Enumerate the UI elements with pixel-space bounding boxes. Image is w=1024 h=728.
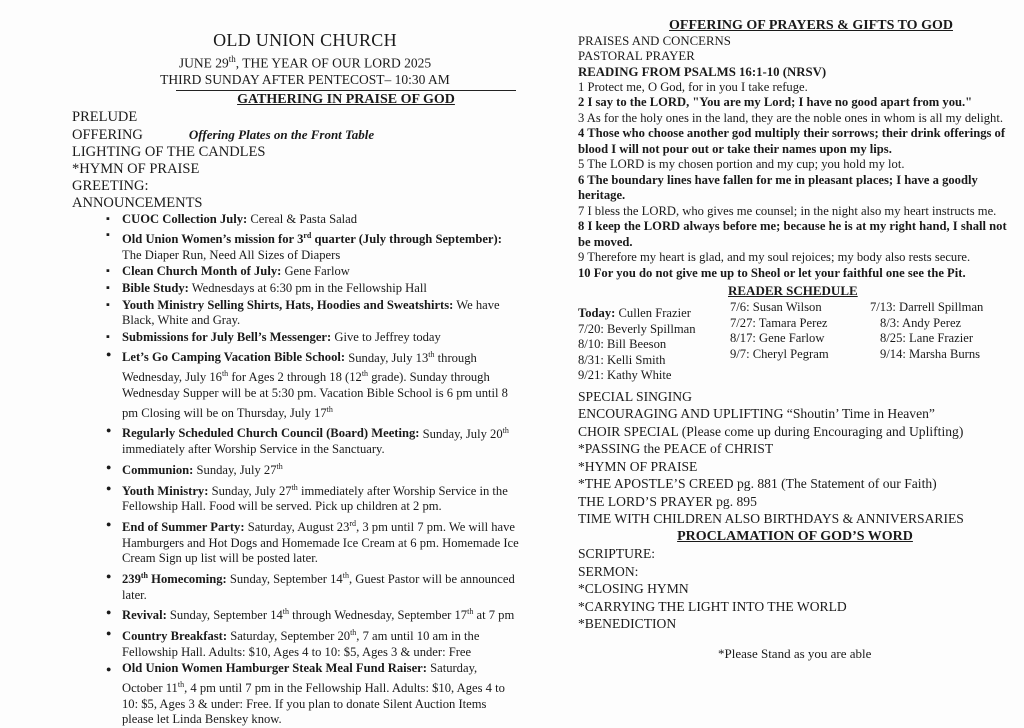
announcements-list [72, 212, 520, 728]
schedule-entry: 7/20: Beverly Spillman [578, 321, 696, 336]
psalm-verse: 10 For you do not give me up to Sheol or let your faithful one see the Pit. [578, 265, 966, 280]
closing-item: *CLOSING HYMN [578, 581, 689, 597]
reader-schedule-heading: READER SCHEDULE [728, 283, 858, 299]
praises-concerns: PRAISES AND CONCERNS [578, 34, 731, 48]
schedule-today [578, 306, 730, 322]
psalm-verse: 8 I keep the LORD always before me; because he is at my right hand, I shall not be moved. [578, 219, 1007, 249]
order-of-worship [72, 109, 520, 212]
service-item: THE LORD’S PRAYER pg. 895 [578, 493, 757, 509]
gathering-heading: GATHERING IN PRAISE OF GOD [237, 91, 455, 107]
announcement-item [100, 480, 520, 515]
announcement-label: Regularly Scheduled Church Council (Board) Meeting: [122, 426, 420, 441]
announcement-item [100, 604, 520, 624]
announcement-text: Sunday, September 14th, Guest Pastor will be announced later. [122, 570, 515, 602]
church-name: OLD UNION CHURCH [213, 30, 397, 50]
closing-item: *BENEDICTION [578, 616, 677, 632]
schedule-entry: 7/13: Darrell Spillman [870, 300, 984, 315]
closing-item: SERMON: [578, 563, 639, 579]
announcement-item [100, 422, 520, 457]
date-month: JUNE 29 [178, 55, 229, 71]
announcement-label: Communion: [122, 462, 194, 477]
announcement-text: Saturday, September 20th, 7 am until 10 am in the Fellowship Hall. Adults: $10, Ages 4 to 10: $5, Ages 3 & under: Free [122, 628, 480, 659]
announcements-heading: ANNOUNCEMENTS [72, 194, 203, 211]
psalm-verse: 5 The LORD is my chosen portion and my cup; you hold my lot. [578, 157, 905, 172]
today-label: Today: [578, 306, 616, 321]
closing-item: SCRIPTURE: [578, 546, 656, 562]
liturgical-day: THIRD SUNDAY AFTER PENTECOST– 10:30 AM [160, 71, 450, 87]
service-item: ENCOURAGING AND UPLIFTING “Shoutin’ Time in Heaven” [578, 406, 935, 422]
stand-note: *Please Stand as you are able [718, 645, 872, 661]
announcement-label: Old Union Women’s mission for 3rd quarter (July through September): [122, 231, 502, 247]
announcement-item [100, 516, 520, 567]
schedule-entry: 7/6: Susan Wilson [730, 300, 822, 315]
schedule-entry: 8/10: Bill Beeson [578, 337, 667, 352]
service-item: *HYMN OF PRAISE [578, 458, 698, 474]
announcement-text: Cereal & Pasta Salad [247, 211, 358, 226]
announcement-text: Gene Farlow [281, 264, 350, 279]
announcement-text: Sunday, July 13th through Wednesday, July 16th for Ages 2 through 18 (12th grade). Sunday through Wednesday Supper will be at 5:30 pm. Vacation Bible School is 6 pm until 8 pm Closing will be on Thursday, July 17th [122, 349, 508, 420]
service-item: CHOIR SPECIAL (Please come up during Encouraging and Uplifting) [578, 423, 964, 439]
announcement-item [100, 459, 520, 479]
service-item: *THE APOSTLE’S CREED pg. 881 (The Statement of our Faith) [578, 476, 937, 492]
hymn-of-praise: *HYMN OF PRAISE [72, 160, 200, 177]
schedule-entry: 8/25: Lane Frazier [880, 331, 974, 346]
announcement-label: Submissions for July Bell’s Messenger: [122, 329, 332, 344]
announcement-item [100, 228, 520, 263]
announcement-item [100, 346, 520, 421]
announcement-item [100, 298, 520, 329]
announcement-text: The Diaper Run, Need All Sizes of Diapers [122, 247, 341, 262]
closing-item: *CARRYING THE LIGHT INTO THE WORLD [578, 598, 847, 614]
announcement-item [100, 281, 520, 297]
service-item: TIME WITH CHILDREN ALSO BIRTHDAYS & ANNIVERSARIES [578, 511, 964, 527]
closing-items [578, 545, 1012, 633]
announcement-label: CUOC Collection July: [122, 211, 248, 226]
announcement-text: Saturday, October 11th, 4 pm until 7 pm in the Fellowship Hall. Adults: $10, Ages 4 to 10: $5, Ages 3 & under: Free. If you plan to donate Silent Auction Items please let Linda Benskey know. [122, 661, 505, 727]
announcement-text: Saturday, August 23rd, 3 pm until 7 pm. We will have Hamburgers and Hot Dogs and Homemade Ice Cream at 6 pm. Homemade Ice Cream Sign up list will be posted later. [122, 518, 519, 566]
schedule-entry: 7/27: Tamara Perez [730, 315, 828, 330]
announcement-label: Old Union Women Hamburger Steak Meal Fund Raiser: [122, 661, 427, 676]
announcement-text: Give to Jeffrey today [331, 329, 441, 344]
bulletin-header [120, 30, 490, 88]
lighting-candles: LIGHTING OF THE CANDLES [72, 143, 266, 160]
schedule-entry: 8/3: Andy Perez [880, 315, 962, 330]
announcement-text: Sunday, July 27th [193, 461, 283, 477]
offering: OFFERING [72, 126, 143, 143]
announcement-label: Let’s Go Camping Vacation Bible School: [122, 350, 346, 365]
announcement-text: Sunday, September 14th through Wednesday, September 17th at 7 pm [166, 607, 515, 623]
psalm-verse: 3 As for the holy ones in the land, they are the noble ones in whom is all my delight. [578, 110, 1003, 125]
schedule-entry: 9/21: Kathy White [578, 368, 672, 383]
prelude: PRELUDE [72, 108, 138, 125]
psalm-verse: 6 The boundary lines have fallen for me in pleasant places; I have a goodly heritage. [578, 172, 978, 203]
announcement-label: Revival: [122, 608, 167, 623]
today-reader: Cullen Frazier [615, 306, 691, 321]
offering-prayers-heading: OFFERING OF PRAYERS & GIFTS TO GOD [669, 18, 953, 33]
proclamation-heading: PROCLAMATION OF GOD’S WORD [677, 528, 913, 544]
announcement-item [100, 330, 520, 346]
psalm-verse: 9 Therefore my heart is glad, and my soul rejoices; my body also rests secure. [578, 250, 971, 265]
schedule-column-2 [730, 300, 870, 384]
announcement-label: Clean Church Month of July: [122, 264, 282, 279]
reader-schedule [578, 300, 1012, 384]
announcement-item [100, 568, 520, 603]
announcement-text: We have Black, White and Gray. [122, 297, 500, 328]
service-items [578, 388, 1012, 528]
announcement-label: Youth Ministry Selling Shirts, Hats, Hoodies and Sweatshirts: [122, 297, 454, 312]
announcement-label: Bible Study: [122, 281, 189, 296]
offering-row [72, 126, 520, 144]
psalm-verse: 4 Those who choose another god multiply their sorrows; their drink offerings of blood I will not pour out or take their names upon my lips. [578, 126, 1006, 156]
reading-heading: READING FROM PSALMS 16:1-10 (NRSV) [578, 64, 827, 79]
date-year: , THE YEAR OF OUR LORD 2025 [235, 55, 432, 71]
announcement-label: Country Breakfast: [122, 629, 228, 644]
announcement-text: Sunday, July 20th immediately after Worship Service in the Sanctuary. [122, 425, 509, 457]
right-page [530, 0, 1024, 725]
announcement-item [100, 264, 520, 280]
service-date [120, 51, 490, 72]
offering-note: Offering Plates on the Front Table [188, 126, 375, 142]
psalm-verse: 1 Protect me, O God, for in you I take refuge. [578, 79, 808, 94]
announcement-item [100, 661, 520, 728]
announcement-item [100, 625, 520, 660]
announcement-label: Youth Ministry: [122, 483, 209, 498]
service-order [578, 388, 1012, 633]
psalm-verse: 2 I say to the LORD, "You are my Lord; I have no good apart from you." [578, 95, 973, 110]
psalm-verse: 7 I bless the LORD, who gives me counsel; in the night also my heart instructs me. [578, 203, 997, 218]
greeting: GREETING: [72, 177, 149, 194]
service-item: SPECIAL SINGING [578, 388, 692, 404]
schedule-entry: 8/31: Kelli Smith [578, 352, 666, 367]
schedule-entry: 8/17: Gene Farlow [730, 331, 825, 346]
schedule-entry: 9/14: Marsha Burns [880, 346, 981, 361]
schedule-entry: 9/7: Cheryl Pegram [730, 346, 829, 361]
service-item: *PASSING the PEACE of CHRIST [578, 441, 774, 457]
schedule-column-1 [578, 300, 730, 384]
date-suffix: th [228, 54, 236, 64]
pastoral-prayer: PASTORAL PRAYER [578, 49, 695, 64]
announcement-item [100, 212, 520, 228]
announcement-text: Sunday, July 27th immediately after Worship Service in the Fellowship Hall. Food will be served. Pick up children at 2 pm. [122, 482, 508, 514]
announcement-label: End of Summer Party: [122, 520, 245, 535]
schedule-column-3 [870, 300, 1010, 384]
announcement-text: Wednesdays at 6:30 pm in the Fellowship Hall [188, 281, 427, 296]
announcement-label: 239th Homecoming: [122, 570, 227, 587]
psalm-reading [578, 80, 1012, 282]
